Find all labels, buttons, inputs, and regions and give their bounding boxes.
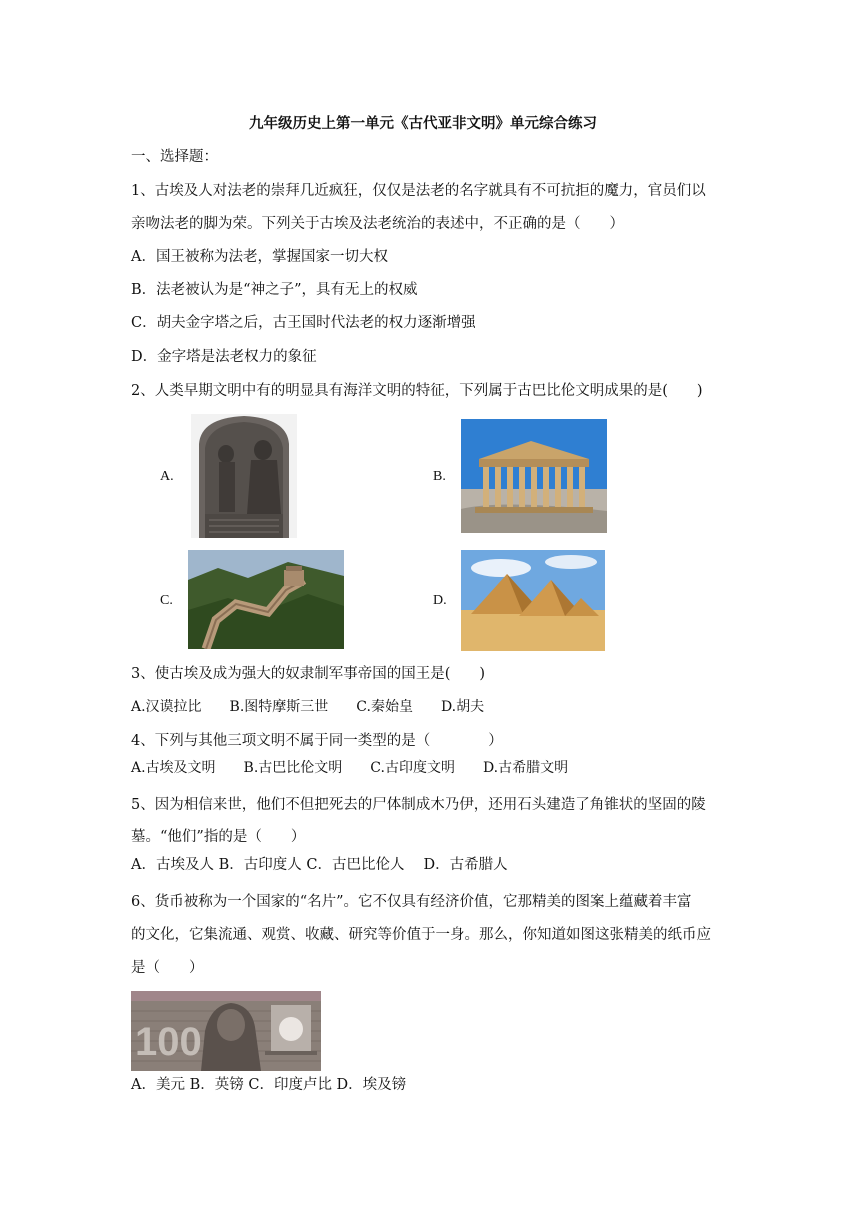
q1-option-d: D．金字塔是法老权力的象征: [131, 349, 317, 365]
q1-option-a: A．国王被称为法老，掌握国家一切大权: [131, 249, 388, 265]
q2-label-a: A.: [160, 469, 174, 484]
q1-option-c: C．胡夫金字塔之后，古王国时代法老的权力逐渐增强: [131, 315, 476, 331]
q1-stem-line2: 亲吻法老的脚为荣。下列关于古埃及法老统治的表述中，不正确的是（ ）: [131, 216, 624, 232]
page-title: 九年级历史上第一单元《古代亚非文明》单元综合练习: [249, 115, 597, 132]
q2-stem-line1: 2、人类早期文明中有的明显具有海洋文明的特征，下列属于古巴比伦文明成果的是( ): [131, 383, 703, 399]
q2-label-b: B.: [433, 469, 446, 484]
q2-label-c: C.: [160, 593, 173, 608]
q1-option-b: B．法老被认为是“神之子”，具有无上的权威: [131, 282, 418, 298]
banknote-image: [131, 991, 321, 1071]
q4-stem: 4、下列与其他三项文明不属于同一类型的是（ ）: [131, 733, 503, 749]
q6-stem-line3: 是（ ）: [131, 960, 204, 976]
q6-stem-line1: 6、货币被称为一个国家的“名片”。它不仅具有经济价值，它那精美的图案上蕴藏着丰富: [131, 894, 692, 910]
great-wall-image: [188, 550, 344, 649]
q4-options: A.古埃及文明 B.古巴比伦文明 C.古印度文明 D.古希腊文明: [131, 760, 569, 776]
q6-stem-line2: 的文化，它集流通、观赏、收藏、研究等价值于一身。那么，你知道如图这张精美的纸币应: [131, 927, 711, 943]
svg-text:100: 100: [135, 1020, 202, 1064]
q3-options: A.汉谟拉比 B.图特摩斯三世 C.秦始皇 D.胡夫: [131, 699, 485, 715]
section-heading: 一、选择题：: [131, 149, 218, 165]
q5-options: A．古埃及人 B．古印度人 C．古巴比伦人 D．古希腊人: [131, 857, 508, 873]
hammurabi-stele-image: [191, 414, 297, 538]
q5-stem-line2: 墓。“他们”指的是（ ）: [131, 829, 306, 845]
q2-label-d: D.: [433, 593, 447, 608]
q3-stem: 3、使古埃及成为强大的奴隶制军事帝国的国王是( ): [131, 666, 486, 682]
q6-options: A．美元 B．英镑 C．印度卢比 D．埃及镑: [131, 1077, 407, 1093]
q5-stem-line1: 5、因为相信来世，他们不但把死去的尸体制成木乃伊，还用石头建造了角锥状的坚固的陵: [131, 797, 706, 813]
q1-stem-line1: 1、古埃及人对法老的崇拜几近疯狂，仅仅是法老的名字就具有不可抗拒的魔力，官员们以: [131, 183, 706, 199]
pyramids-image: [461, 550, 605, 651]
parthenon-image: [461, 419, 607, 533]
